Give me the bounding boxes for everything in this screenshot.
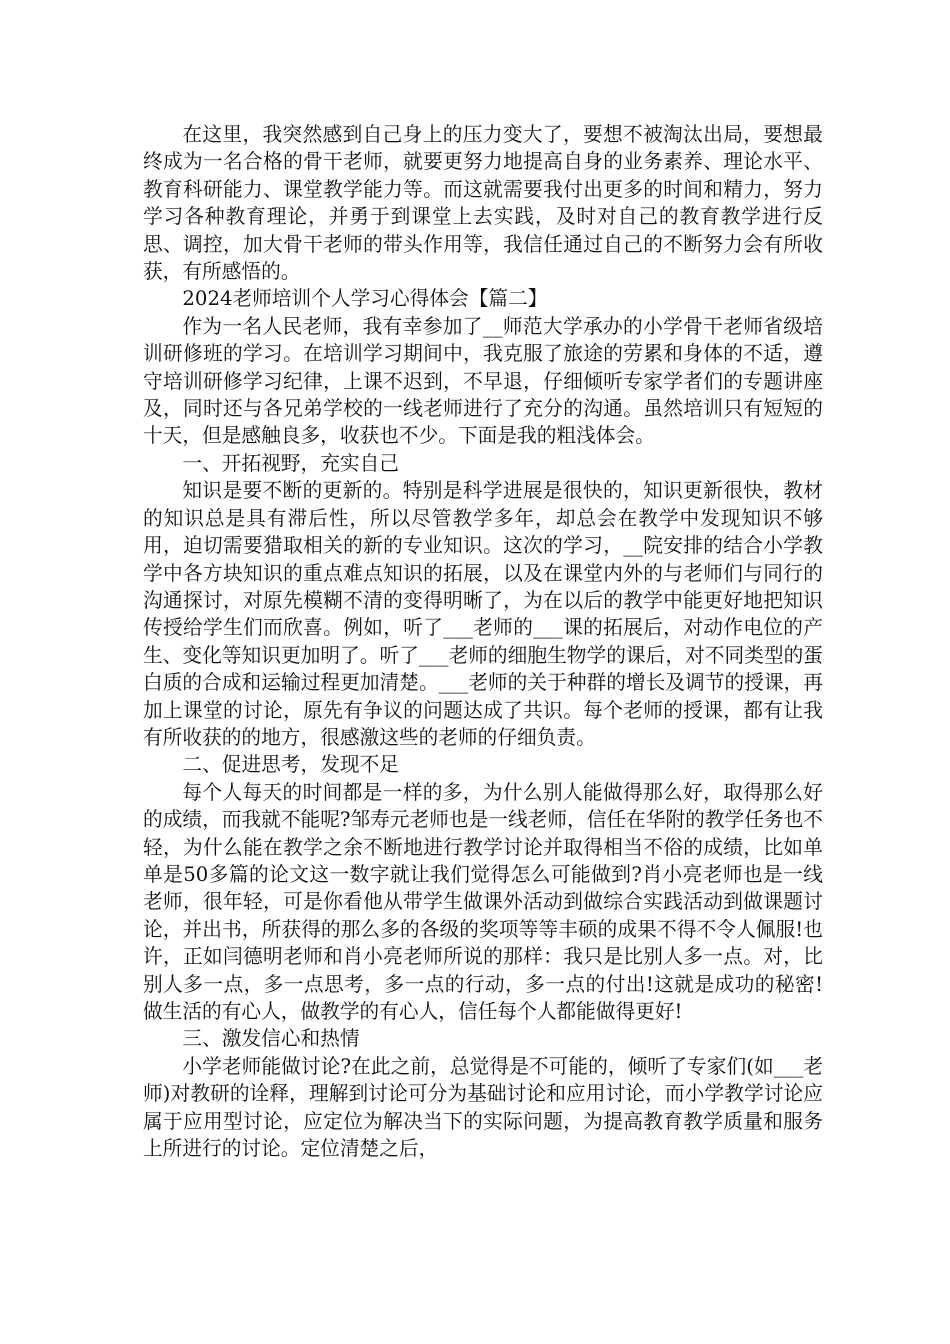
paragraph-knowledge: 知识是要不断的更新的。特别是科学进展是很快的，知识更新很快，教材的知识总是具有滞后性，所以尽管教学多年，却总会在教学中发现知识不够用，迫切需要猎取相关的新的专业知识。这次的学习，__院安排的结合小学教学中各方块知识的重点难点知识的拓展，以及在课堂内外的与老师们与同行的沟通探讨，对原先模糊不清的变得明晰了，为在以后的教学中能更好地把知识传授给学生们而欣喜。例如，听了___老师的___课的拓展后，对动作电位的产生、变化等知识更加明了。听了___老师的细胞生物学的课后，对不同类型的蛋白质的合成和运输过程更加清楚。___老师的关于种群的增长及调节的授课，再加上课堂的讨论，原先有争议的问题达成了共识。每个老师的授课，都有让我有所收获的的地方，很感激这些的老师的仔细负责。: [143, 479, 823, 749]
paragraph-intro: 作为一名人民老师，我有幸参加了__师范大学承办的小学骨干老师省级培训研修班的学习。在培训学习期间中，我克服了旅途的劳累和身体的不适，遵守培训研修学习纪律，上课不迟到，不早退，仔细倾听专家学者们的专题讲座及，同时还与各兄弟学校的一线老师进行了充分的沟通。虽然培训只有短短的十天，但是感触良多，收获也不少。下面是我的粗浅体会。: [143, 314, 823, 448]
paragraph-time: 每个人每天的时间都是一样的多，为什么别人能做得那么好，取得那么好的成绩，而我就不能呢?邹寿元老师也是一线老师，信任在华附的教学任务也不轻，为什么能在教学之余不断地进行教学讨论并取得相当不俗的成绩，比如单单是50多篇的论文这一数字就让我们觉得怎么可能做到?肖小亮老师也是一线老师，很年轻，可是你看他从带学生做课外活动到做综合实践活动到做课题讨论，并出书，所获得的那么多的各级的奖项等等丰硕的成果不得不令人佩服!也许，正如闫德明老师和肖小亮老师所说的那样：我只是比别人多一点。对，比别人多一点，多一点思考，多一点的行动，多一点的付出!这就是成功的秘密!做生活的有心人，做教学的有心人，信任每个人都能做得更好!: [143, 780, 823, 1023]
heading-inspire-confidence: 三、激发信心和热情: [182, 1027, 360, 1051]
section-title-part-two: 2024老师培训个人学习心得体会【篇二】: [182, 287, 548, 311]
paragraph-pressure: 在这里，我突然感到自己身上的压力变大了，要想不被淘汰出局，要想最终成为一名合格的骨干老师，就要更努力地提高自身的业务素养、理论水平、教育科研能力、课堂教学能力等。而这就需要我付出更多的时间和精力，努力学习各种教育理论，并勇于到课堂上去实践，及时对自己的教育教学进行反思、调控，加大骨干老师的带头作用等，我信任通过自己的不断努力会有所收获，有所感悟的。: [143, 123, 823, 284]
heading-broaden-horizons: 一、开拓视野，充实自己: [182, 451, 399, 475]
document-page: [143, 121, 823, 1162]
heading-promote-thinking: 二、促进思考，发现不足: [182, 753, 399, 777]
paragraph-research: 小学老师能做讨论?在此之前，总觉得是不可能的，倾听了专家们(如___老师)对教研的诠释，理解到讨论可分为基础讨论和应用讨论，而小学教学讨论应属于应用型讨论，应定位为解决当下的实际问题，为提高教育教学质量和服务上所进行的讨论。定位清楚之后，: [143, 1054, 823, 1161]
